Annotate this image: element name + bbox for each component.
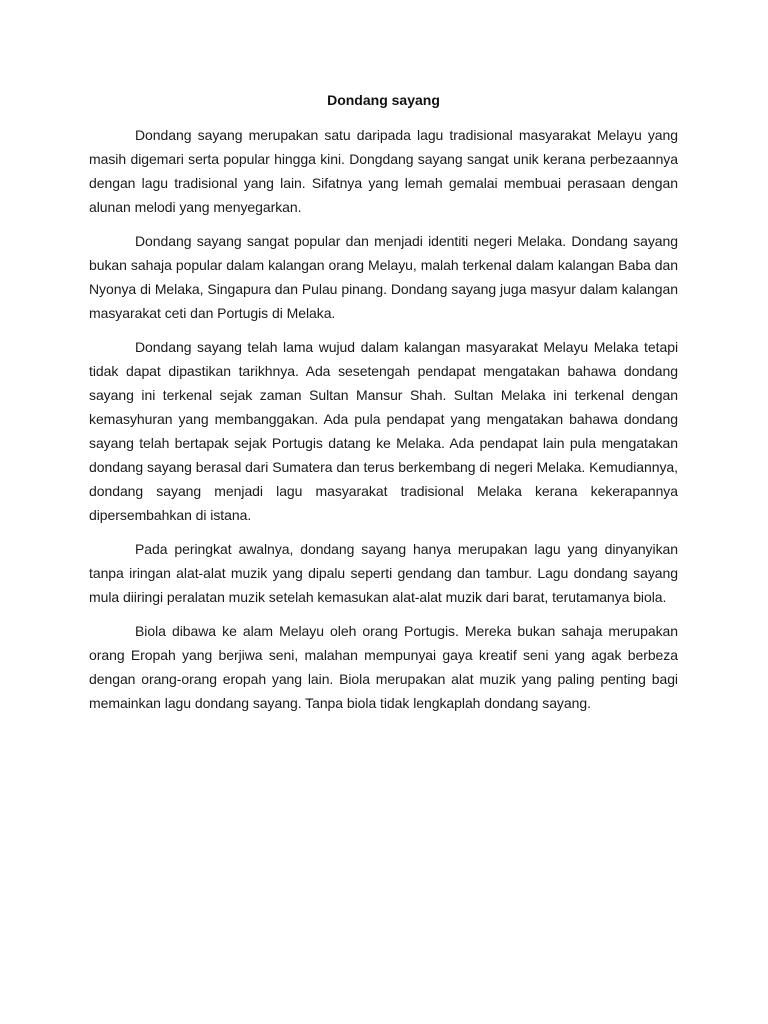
paragraph-5: Biola dibawa ke alam Melayu oleh orang Portugis. Mereka bukan sahaja merupakan orang Eropah yang berjiwa seni, malahan mempunyai gaya kreatif seni yang agak berbeza dengan orang-orang eropah yang lain. Biola merupakan alat muzik yang paling penting bagi memainkan lagu dondang sayang. Tanpa biola tidak lengkaplah dondang sayang. <box>89 623 678 711</box>
paragraph-1: Dondang sayang merupakan satu daripada lagu tradisional masyarakat Melayu yang masih digemari serta popular hingga kini. Dongdang sayang sangat unik kerana perbezaannya dengan lagu tradisional yang lain. Sifatnya yang lemah gemalai membuai perasaan dengan alunan melodi yang menyegarkan. <box>89 127 678 215</box>
paragraph-3: Dondang sayang telah lama wujud dalam kalangan masyarakat Melayu Melaka tetapi tidak dapat dipastikan tarikhnya. Ada sesetengah pendapat mengatakan bahawa dondang sayang ini terkenal sejak zaman Sultan Mansur Shah. Sultan Melaka ini terkenal dengan kemasyhuran yang membanggakan. Ada pula pendapat yang mengatakan bahawa dondang sayang telah bertapak sejak Portugis datang ke Melaka. Ada pendapat lain pula mengatakan dondang sayang berasal dari Sumatera dan terus berkembang di negeri Melaka. Kemudiannya, dondang sayang menjadi lagu masyarakat tradisional Melaka kerana kekerapannya dipersembahkan di istana. <box>89 339 678 523</box>
document-title: Dondang sayang <box>327 92 440 108</box>
paragraph-2: Dondang sayang sangat popular dan menjadi identiti negeri Melaka. Dondang sayang bukan sahaja popular dalam kalangan orang Melayu, malah terkenal dalam kalangan Baba dan Nyonya di Melaka, Singapura dan Pulau pinang. Dondang sayang juga masyur dalam kalangan masyarakat ceti dan Portugis di Melaka. <box>89 233 678 321</box>
paragraph-4: Pada peringkat awalnya, dondang sayang hanya merupakan lagu yang dinyanyikan tanpa iringan alat-alat muzik yang dipalu seperti gendang dan tambur. Lagu dondang sayang mula diiringi peralatan muzik setelah kemasukan alat-alat muzik dari barat, terutamanya biola. <box>89 541 678 605</box>
document-body <box>89 88 678 725</box>
